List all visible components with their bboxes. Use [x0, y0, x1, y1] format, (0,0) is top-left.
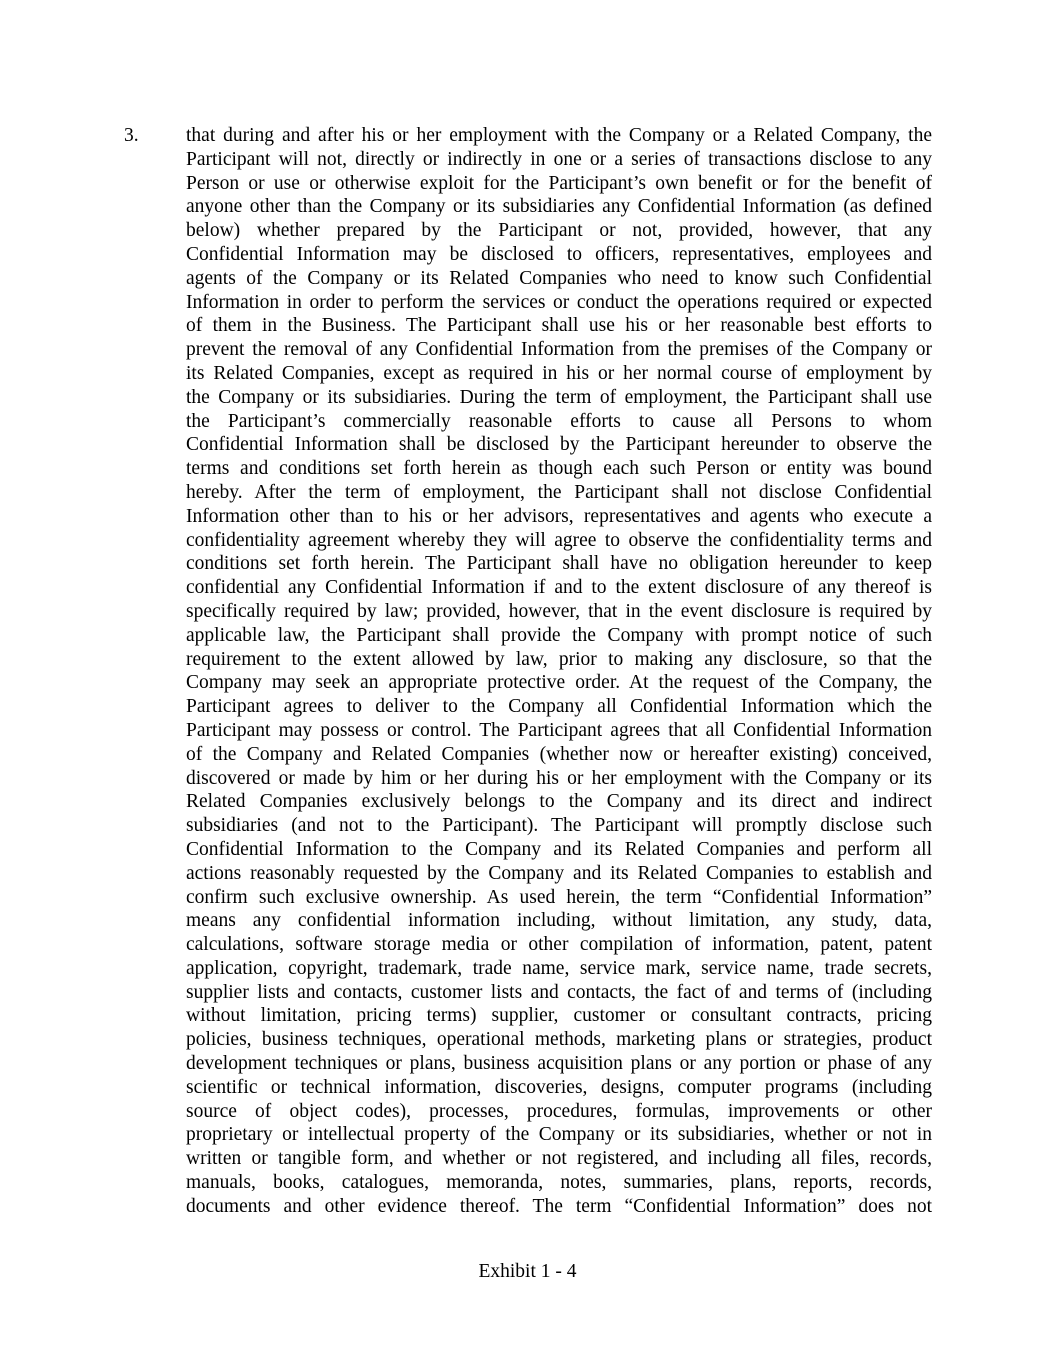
paragraph-line: anyone other than the Company or its subsidiaries any Confidential Information (as defined: [186, 196, 932, 218]
paragraph-line: without limitation, pricing terms) supplier, customer or consultant contracts, pricing: [186, 1005, 932, 1027]
paragraph-line: confidentiality agreement whereby they will agree to observe the confidentiality terms and: [186, 529, 932, 551]
paragraph-line: specifically required by law; provided, however, that in the event disclosure is required by: [186, 600, 932, 622]
paragraph-line: scientific or technical information, discoveries, designs, computer programs (including: [186, 1076, 932, 1098]
paragraph-line: actions reasonably requested by the Company and its Related Companies to establish and: [186, 862, 932, 884]
paragraph-line: Person or use or otherwise exploit for the Participant’s own benefit or for the benefit of: [186, 172, 932, 194]
paragraph-line: Information in order to perform the services or conduct the operations required or expected: [186, 291, 932, 313]
paragraph-line: of them in the Business. The Participant shall use his or her reasonable best efforts to: [186, 315, 932, 337]
paragraph-line: confirm such exclusive ownership. As used herein, the term “Confidential Information”: [186, 886, 932, 908]
paragraph-line: applicable law, the Participant shall provide the Company with prompt notice of such: [186, 624, 932, 646]
paragraph-line: Related Companies exclusively belongs to the Company and its direct and indirect: [186, 791, 932, 813]
paragraph-line: development techniques or plans, business acquisition plans or any portion or phase of any: [186, 1053, 932, 1075]
paragraph-line: the Company or its subsidiaries. During the term of employment, the Participant shall use: [186, 386, 932, 408]
paragraph-line: Confidential Information shall be disclosed by the Participant hereunder to observe the: [186, 434, 932, 456]
paragraph-line: below) whether prepared by the Participant or not, provided, however, that any: [186, 220, 932, 242]
paragraph-line: Participant will not, directly or indirectly in one or a series of transactions disclose to any: [186, 148, 932, 170]
paragraph-line: terms and conditions set forth herein as though each such Person or entity was bound: [186, 458, 932, 480]
paragraph-line: the Participant’s commercially reasonable efforts to cause all Persons to whom: [186, 410, 932, 432]
paragraph-line: Participant may possess or control. The Participant agrees that all Confidential Information: [186, 719, 932, 741]
paragraph-line: agents of the Company or its Related Companies who need to know such Confidential: [186, 267, 932, 289]
paragraph-line: of the Company and Related Companies (whether now or hereafter existing) conceived,: [186, 743, 932, 765]
paragraph-line: Confidential Information to the Company and its Related Companies and perform all: [186, 838, 932, 860]
confidentiality-paragraph: [186, 124, 932, 1219]
page-footer: Exhibit 1 - 4: [478, 1261, 577, 1282]
paragraph-line: application, copyright, trademark, trade name, service mark, service name, trade secrets,: [186, 957, 932, 979]
paragraph-line: subsidiaries (and not to the Participant). The Participant will promptly disclose such: [186, 815, 932, 837]
paragraph-line: Participant agrees to deliver to the Company all Confidential Information which the: [186, 696, 932, 718]
paragraph-line: documents and other evidence thereof. The term “Confidential Information” does not: [186, 1195, 932, 1217]
item-number: 3.: [124, 125, 139, 146]
paragraph-line: Information other than to his or her advisors, representatives and agents who execute a: [186, 505, 932, 527]
paragraph-line: that during and after his or her employment with the Company or a Related Company, the: [186, 125, 932, 146]
paragraph-line: supplier lists and contacts, customer lists and contacts, the fact of and terms of (including: [186, 981, 932, 1003]
paragraph-line: source of object codes), processes, procedures, formulas, improvements or other: [186, 1100, 932, 1122]
paragraph-line: manuals, books, catalogues, memoranda, notes, summaries, plans, reports, records,: [186, 1172, 932, 1194]
paragraph-line: Company may seek an appropriate protective order. At the request of the Company, the: [186, 672, 932, 694]
paragraph-line: means any confidential information including, without limitation, any study, data,: [186, 910, 932, 932]
paragraph-line: requirement to the extent allowed by law, prior to making any disclosure, so that the: [186, 648, 932, 670]
paragraph-line: its Related Companies, except as required in his or her normal course of employment by: [186, 362, 932, 384]
paragraph-line: policies, business techniques, operational methods, marketing plans or strategies, product: [186, 1029, 932, 1051]
paragraph-line: hereby. After the term of employment, the Participant shall not disclose Confidential: [186, 481, 932, 503]
paragraph-line: conditions set forth herein. The Participant shall have no obligation hereunder to keep: [186, 553, 932, 575]
paragraph-line: Confidential Information may be disclosed to officers, representatives, employees and: [186, 243, 932, 265]
paragraph-line: discovered or made by him or her during his or her employment with the Company or its: [186, 767, 932, 789]
paragraph-line: prevent the removal of any Confidential Information from the premises of the Company or: [186, 339, 932, 361]
paragraph-line: confidential any Confidential Information if and to the extent disclosure of any thereof is: [186, 577, 932, 599]
paragraph-line: written or tangible form, and whether or not registered, and including all files, records,: [186, 1148, 932, 1170]
paragraph-line: proprietary or intellectual property of the Company or its subsidiaries, whether or not in: [186, 1124, 932, 1146]
paragraph-line: calculations, software storage media or other compilation of information, patent, patent: [186, 934, 932, 956]
